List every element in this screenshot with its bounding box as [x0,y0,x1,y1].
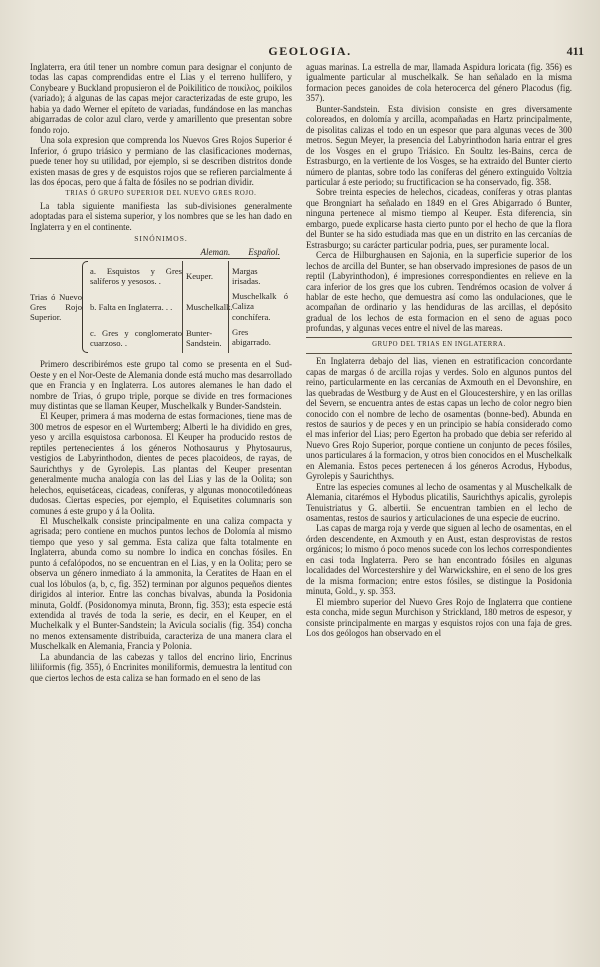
paragraph: Primero describirémos este grupo tal como se presenta en el Sud-Oeste y en el Nor-Oeste de Alemania donde está mucho mas desarrollado que en Francia y en Inglaterra. Los autores alemanes le han dado el nombre de Trias, ó grupo triple, porque se divide en tres formaciones muy distintas que se llaman Keuper, Muschelkalk y Bunder-Sandstein. [30,359,292,411]
paragraph: Una sola expresion que comprenda los Nuevos Gres Rojos Superior é Inferior, ó grupo triásico y permiano de las clasificaciones modernas, puede tener hoy su utilidad, por ejemplo, si se describen distritos donde existen masas de gres y de esquistos rojos que se refieren parcialmente á las dos épocas, pero que á falta de fósiles no se podrian dividir. [30,135,292,187]
section-heading: TRIAS Ó GRUPO SUPERIOR DEL NUEVO GRES ROJO. [65,190,257,198]
paragraph: aguas marinas. La estrella de mar, llamada Aspidura loricata (fig. 356) es igualmente particular al muschelkalk. Se han señalado en la misma formacion peces ganoides de cola heterocerca del género Placodus (fig. 357). [306,62,572,104]
section-divider [306,353,572,354]
division-c: c. Gres y conglomerato cuarzoso. . [90,327,182,349]
paragraph: La abundancia de las cabezas y tallos del encrino lirio, Encrinus liliiformis (fig. 355), ó Encrinites moniliformis, demuestra la lentitud con que ciertos lechos de esta caliza se han formado en el seno de las [30,651,292,683]
division-a: a. Esquistos y Gres salíferos y yesosos. . [90,265,182,287]
division-b: b. Falta en Inglaterra. . . [90,302,173,313]
paragraph: La tabla siguiente manifiesta las sub-divisiones generalmente adoptadas para el sistema superior, y los nombres que se les han dado en Inglaterra y en el continente. [30,200,292,232]
paragraph: El Keuper, primera á mas moderna de estas formaciones, tiene mas de 300 metros de espesor en el Wurtemberg; Alberti le ha dividido en gres, yeso y arcilla esquistosa carbonosa. El Keuper ha producido restos de reptiles pertenecientes á los géneros Nothosaurus y Phytosaurus, vestigios de Labyrinthodon, dientes de peces placoideos, de rayas, de Saurichthys y de Gyrolepis. Las plantas del Keuper presentan generalmente mucha analogía con las del Lias y las de la Oolita; son helechos, equisetáceas, cicadeas, coníferas, y algunas monocotiledóneas dudosas. Ciertas especies, por ejemplo, el Equisetites columnaris son comunes á este grupo y á la Oolita. [30,411,292,516]
section-heading: GRUPO DEL TRIAS EN INGLATERRA. [372,340,506,348]
spanish-name: Margas irisadas. [232,265,261,287]
paragraph: Cerca de Hilburghausen en Sajonia, en la superficie superior de los lechos de arcilla del Bunter, se han observado impresiones de pasos de un reptil (Labyrinthodon), é impresiones correspondientes en relieve en la cara inferior de los gres que los cubren. Tendrémos ocasion de volver á hablar de este hecho, que demuestra así como las ondulaciones, que le acompañan de ordinario y las hendiduras de las arcillas, el depósito gradual de los lechos de esta formacion en el seno de aguas poco profundas, y algunas veces entre el nivel de las mareas. [306,250,572,334]
english-divisions [90,261,182,353]
section-divider [306,337,572,338]
right-column [306,62,572,638]
paragraph: Inglaterra, era útil tener un nombre comun para designar el conjunto de todas las capas comprendidas entre el Lias y el terreno hullífero, y Conybeare y Buckland propusieron el de Poikilitico de ποικίλος, poikilos (variado); á algunas de las capas mejor caracterizadas de este grupo, les habia ya dado Werner el epíteto de variadas, fundándose en las manchas abigarradas de color azul claro, verde y amarillento que presentan sobre fondo rojo. [30,62,292,135]
german-name: Muschelkalk. [186,302,233,313]
german-names [182,261,233,353]
paragraph: El Muschelkalk consiste principalmente en una caliza compacta y agrisada; pero contiene en muchos puntos lechos de Dolomía al mismo tiempo que yeso y sal gemma. Esta caliza que falta totalmente en Inglaterra, abunda como su nombre lo indica en conchas fósiles. En punto á cefalópodos, no se encuentran en el Lias, y en la Oolita; pero se observa un género inmediato á la ammonita, la Ceratites de Haan en el cual los lóbulos (a, b, c, fig. 352) terminan por algunos pequeños dientes dirigidos al interior. Entre las conchas bivalvas, abunda la Posidonia minuta, Goldf. (Posidonomya minuta, Bronn, fig. 353); esta especie está extendida al través de toda la serie, es decir, en el Keuper, en el Muchelkalk y el Bunter-Sandstein; la Avicula socialis (fig. 354) concha no menos extensamente distribuida, caracteriza de una manera clara el Muschelkalk en Alemania, Francia y Polonia. [30,515,292,652]
synonym-main-name: Trias ó Nuevo Gres Rojo Superior. [30,291,82,323]
paragraph: Las capas de marga roja y verde que siguen al lecho de osamentas, en el órden descendente, en Axmouth y en Aust, estan desprovistas de restos orgánicos; lo mismo ó poco menos sucede con los lechos correspondientes en casi toda Inglaterra. Pero se han encontrado fósiles en algunas localidades del Worcestershire y del Warwickshire, en el seno de los gres de la misma formacion; entre estos fósiles, se distingue la Posidonia minuta, Gold., y. sp. 353. [306,523,572,597]
german-name: Keuper. [186,271,213,282]
page-header [30,44,590,60]
synonyms-table [30,261,292,353]
paragraph: Sobre treinta especies de helechos, cicadeas, coníferas y otras plantas que Brongniart ha señalado en 1849 en el Gres Abigarrado ó Bunter, ninguna pertenece al mismo tiempo al Keuper. Esta diferencia, sin embargo, puede explicarse hasta cierto punto por el hecho de que la flora del Bunter se ha sido estudiada mas que en un distrito en las cercanías de Estrasburgo; su carácter particular podria, pues, ser puramente local. [306,187,572,250]
page-number: 411 [566,44,584,58]
synonyms-heading: SINÓNIMOS. [134,234,188,244]
brace-shape [82,261,88,353]
german-name: Bunter-Sandstein. [186,327,222,349]
spanish-name: Muschelkalk ó Caliza conchífera. [232,291,288,322]
column-header-spanish: Español. [248,246,280,257]
paragraph: En Inglaterra debajo del lias, vienen en estratificacion concordante capas de margas ó de arcilla rojas y verdes. Solo en algunos puntos del reino, particularmente en las cercanías de Axmouth en el Devonshire, en las quebradas de Westburg y de Aust en el Gloucestershire, y en las orillas del Severn, se encuentra antes de estas capas un lecho de color negro bien conocido con el nombre de lecho de osamentas (bonne-bed). Abunda en restos de saurios y de peces y en un principio se había considerado como el mas inferior del Lias; pero Egerton ha probado que debia ser referido al Nuevo Gres Rojo Superior, porque contiene un conjunto de peces fósiles, unos particulares á la formacion, y otros bien conocidos en el Muschelkalk en Alemania. Estos peces pertenecen á los géneros Acrodus, Hybodus, Gyrolepis y Saurichthys. [306,356,572,482]
spanish-names [228,261,288,353]
paragraph: Entre las especies comunes al lecho de osamentas y al Muschelkalk de Alemania, citarémos el Hybodus plicatilis, Saurichthys apicalis, gyrolepis Tenuistriatus y G. albertii. Se encuentran tambien en el lecho de osamentas, restos de saurios y articulaciones de una especie de eucrino. [306,481,572,524]
paragraph: Bunter-Sandstein. Esta division consiste en gres diversamente coloreados, en dolomía y arcilla, acompañadas en Hartz principalmente, de pisolitas calizas el todo en un espesor que para algunas veces de 300 metros. Segun Meyer, la presencia del Labyrinthodon haria entrar el gres de los Vosges en el grupo Triásico. En Soultz les-Bains, cerca de Estrasburgo, en la vertiente de los Vosges, se ha extraido del Bunter cierto número de plantas, sobre todo las coníferas del género extinguido Voltzia particular á este periodo; su fructificacion se ha conservado, fig. 358. [306,103,572,187]
paragraph: El miembro superior del Nuevo Gres Rojo de Inglaterra que contiene esta concha, mide segun Murchison y Strickland, 180 metros de espesor, y consiste principalmente en margas y esquistos rojos con una faja de gres. Los dos geólogos han observado en el [306,596,572,639]
running-title: GEOLOGIA. [268,44,352,58]
synonyms-column-headers [30,247,280,259]
spanish-name: Gres abigarrado. [232,326,271,347]
column-header-german: Aleman. [200,246,231,257]
left-column [30,62,292,683]
